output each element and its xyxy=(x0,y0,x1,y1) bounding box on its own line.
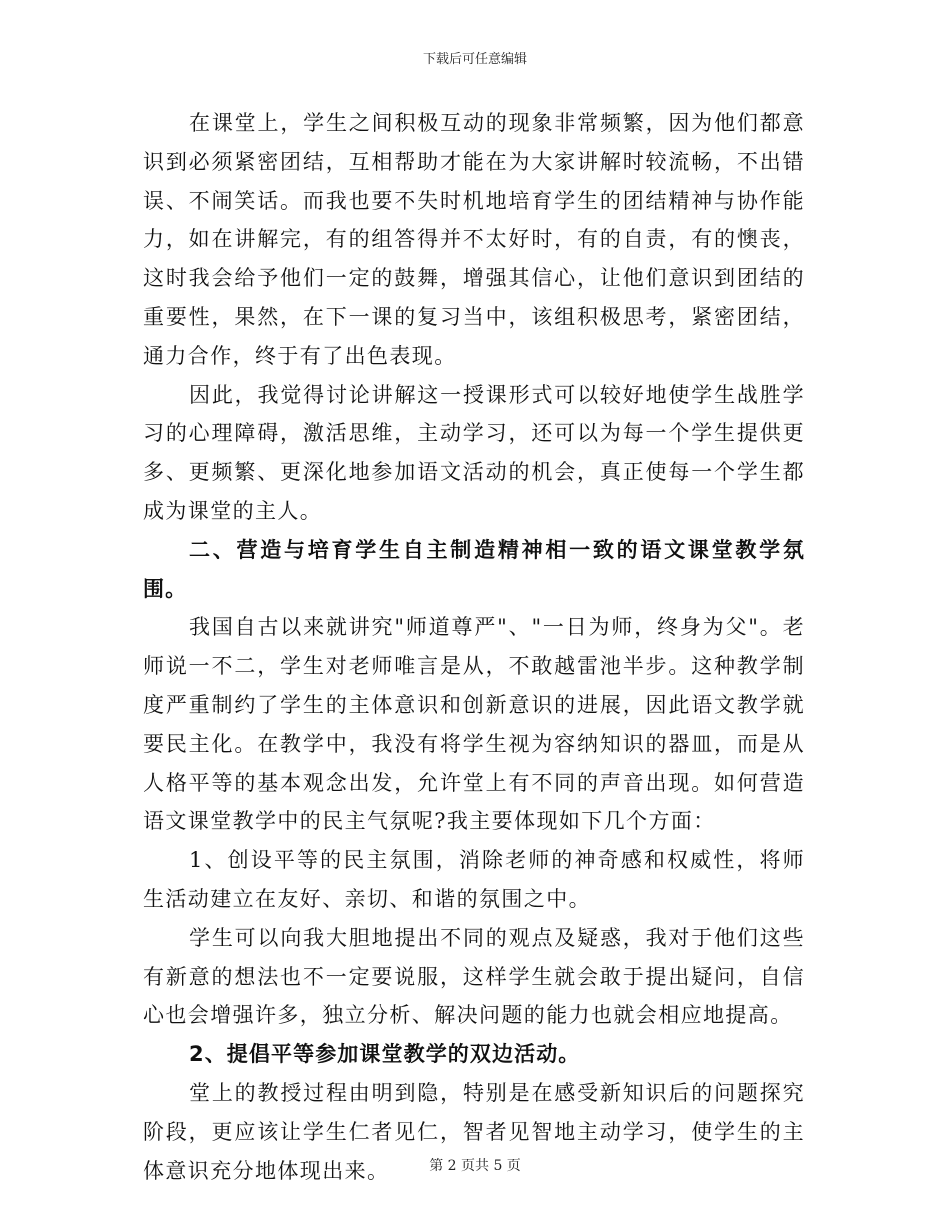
list-item-two-heading: 2、提倡平等参加课堂教学的双边活动。 xyxy=(189,1042,581,1067)
paragraph-teacher-authority: 我国自古以来就讲究"师道尊严"、"一日为师，终身为父"。老师说一不二，学生对老师唯言是从，不敢越雷池半步。这种教学制度严重制约了学生的主体意识和创新意识的进展，因此语文教学就要民主化。在教学中，我没有将学生视为容纳知识的器皿，而是从人格平等的基本观念出发，允许堂上有不同的声音出现。如何营造语文课堂教学中的民主气氛呢?我主要体现如下几个方面： xyxy=(143,615,805,834)
paragraph-teaching-process: 堂上的教授过程由明到隐，特别是在感受新知识后的问题探究阶段，更应该让学生仁者见仁，智者见智地主动学习，使学生的主体意识充分地体现出来。 xyxy=(143,1080,805,1183)
section-heading-two: 二、营造与培育学生自主制造精神相一致的语文课堂教学氛围。 xyxy=(143,537,805,601)
document-body xyxy=(143,104,805,1190)
paragraph-discussion-conclusion: 因此，我觉得讨论讲解这一授课形式可以较好地使学生战胜学习的心理障碍，激活思维，主动学习，还可以为每一个学生提供更多、更频繁、更深化地参加语文活动的机会，真正使每一个学生都成为课堂的主人。 xyxy=(143,382,805,523)
list-item-one: 1、创设平等的民主氛围，消除老师的神奇感和权威性，将师生活动建立在友好、亲切、和谐的氛围之中。 xyxy=(143,848,805,911)
page-header: 下载后可任意编辑 xyxy=(422,52,527,67)
paragraph-classroom-interaction: 在课堂上，学生之间积极互动的现象非常频繁，因为他们都意识到必须紧密团结，互相帮助才能在为大家讲解时较流畅，不出错误、不闹笑话。而我也要不失时机地培育学生的团结精神与协作能力，如在讲解完，有的组答得并不太好时，有的自责，有的懊丧，这时我会给予他们一定的鼓舞，增强其信心，让他们意识到团结的重要性，果然，在下一课的复习当中，该组积极思考，紧密团结，通力合作，终于有了出色表现。 xyxy=(143,111,805,368)
page-number: 第 2 页共 5 页 xyxy=(429,1158,521,1174)
paragraph-student-questions: 学生可以向我大胆地提出不同的观点及疑惑，我对于他们这些有新意的想法也不一定要说服，这样学生就会敢于提出疑问，自信心也会增强许多，独立分析、解决问题的能力也就会相应地提高。 xyxy=(143,925,805,1028)
